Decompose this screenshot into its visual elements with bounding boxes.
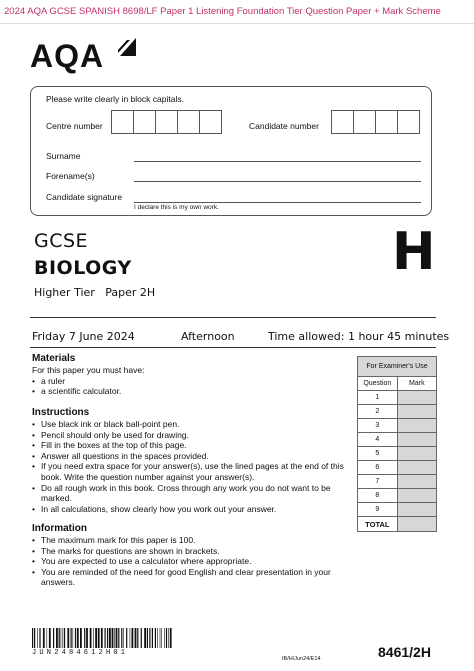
question-number: 3 <box>358 419 398 433</box>
digit-box[interactable] <box>199 110 222 134</box>
barcode-number: JUN2484612H01 <box>32 649 129 657</box>
table-row <box>358 489 437 503</box>
digit-box[interactable] <box>331 110 354 134</box>
digit-box[interactable] <box>397 110 420 134</box>
digit-box[interactable] <box>353 110 376 134</box>
reference-code: IB/H/Jun24/E14 <box>282 656 321 662</box>
mark-cell <box>397 391 436 405</box>
table-row <box>358 461 437 475</box>
time-allowed: Time allowed: 1 hour 45 minutes <box>268 330 450 343</box>
table-row <box>358 447 437 461</box>
total-mark-cell <box>397 517 436 532</box>
list-item: • You are expected to use a calculator where appropriate. <box>32 556 347 567</box>
total-row <box>358 517 437 532</box>
block-capitals-instruction: Please write clearly in block capitals. <box>46 94 184 104</box>
tier-letter: H <box>392 222 436 282</box>
table-row <box>358 405 437 419</box>
mark-column-header: Mark <box>397 377 436 391</box>
forenames-label: Forename(s) <box>46 171 95 181</box>
surname-line[interactable] <box>134 161 421 162</box>
mark-cell <box>397 447 436 461</box>
subject-heading <box>34 228 132 282</box>
divider <box>30 317 436 318</box>
question-number: 8 <box>358 489 398 503</box>
declaration-text: I declare this is my own work. <box>134 204 219 211</box>
question-number: 4 <box>358 433 398 447</box>
list-item <box>32 451 347 462</box>
digit-box[interactable] <box>375 110 398 134</box>
mark-cell <box>397 489 436 503</box>
question-number: 5 <box>358 447 398 461</box>
digit-box[interactable] <box>155 110 178 134</box>
list-item: • The marks for questions are shown in brackets. <box>32 546 347 557</box>
instructions-section <box>32 406 347 514</box>
list-item: • Use black ink or black ball-point pen. <box>32 419 347 430</box>
information-heading: Information <box>32 523 87 534</box>
centre-number-boxes[interactable] <box>112 110 222 134</box>
table-row <box>358 433 437 447</box>
table-row <box>358 475 437 489</box>
mark-cell <box>397 475 436 489</box>
list-item: • In all calculations, show clearly how you work out your answer. <box>32 504 347 515</box>
information-section <box>32 522 347 588</box>
list-item-text: Answer all questions in the spaces provided. <box>41 450 209 461</box>
candidate-details-box <box>30 86 432 216</box>
table-row <box>358 419 437 433</box>
list-item: • Do all rough work in this book. Cross through any work you do not want to be marked. <box>32 483 347 504</box>
table-row <box>358 391 437 405</box>
question-column-header: Question <box>358 377 398 391</box>
digit-box[interactable] <box>111 110 134 134</box>
list-item: • If you need extra space for your answer(s), use the lined pages at the end of this book. Write the question number against your answer(s). <box>32 461 347 482</box>
forenames-line[interactable] <box>134 181 421 182</box>
divider <box>30 347 436 348</box>
examiners-use-table <box>357 356 437 532</box>
list-item: • You are reminded of the need for good English and clear presentation in your answers. <box>32 567 347 588</box>
list-item: • Pencil should only be used for drawing. <box>32 430 347 441</box>
mark-cell <box>397 419 436 433</box>
total-label: TOTAL <box>358 517 398 532</box>
exam-session: Afternoon <box>181 330 235 343</box>
question-number: 7 <box>358 475 398 489</box>
tier-paper-line: Higher Tier Paper 2H <box>34 286 156 299</box>
surname-label: Surname <box>46 151 81 161</box>
question-number: 2 <box>358 405 398 419</box>
candidate-number-label: Candidate number <box>249 121 319 131</box>
question-number: 9 <box>358 503 398 517</box>
list-item: • a ruler <box>32 376 347 387</box>
digit-box[interactable] <box>133 110 156 134</box>
paper-code: 8461/2H <box>378 644 431 660</box>
list-item: • Fill in the boxes at the top of this page. <box>32 440 347 451</box>
barcode-icon <box>32 628 172 648</box>
question-number: 6 <box>358 461 398 475</box>
mark-cell <box>397 461 436 475</box>
signature-label: Candidate signature <box>46 192 123 202</box>
materials-intro: For this paper you must have: <box>32 365 145 375</box>
instructions-heading: Instructions <box>32 407 90 418</box>
mark-cell <box>397 405 436 419</box>
aqa-logo <box>30 36 140 76</box>
materials-heading: Materials <box>32 353 76 364</box>
exam-date: Friday 7 June 2024 <box>32 330 135 343</box>
table-row <box>358 503 437 517</box>
examiner-table-title: For Examiner's Use <box>358 357 437 377</box>
materials-section <box>32 352 347 397</box>
document-title-banner: 2024 AQA GCSE SPANISH 8698/LF Paper 1 Listening Foundation Tier Question Paper + Mark Scheme <box>0 0 474 24</box>
aqa-logo-mark-icon <box>116 36 138 58</box>
subject-title: BIOLOGY <box>34 257 132 279</box>
logo-text: AQA <box>30 38 105 74</box>
mark-cell <box>397 433 436 447</box>
list-item: • a scientific calculator. <box>32 386 347 397</box>
list-item: • The maximum mark for this paper is 100. <box>32 535 347 546</box>
mark-cell <box>397 503 436 517</box>
candidate-number-boxes[interactable] <box>332 110 420 134</box>
question-number: 1 <box>358 391 398 405</box>
centre-number-label: Centre number <box>46 121 103 131</box>
signature-line[interactable] <box>134 202 421 203</box>
digit-box[interactable] <box>177 110 200 134</box>
qualification-title: GCSE <box>34 230 89 252</box>
